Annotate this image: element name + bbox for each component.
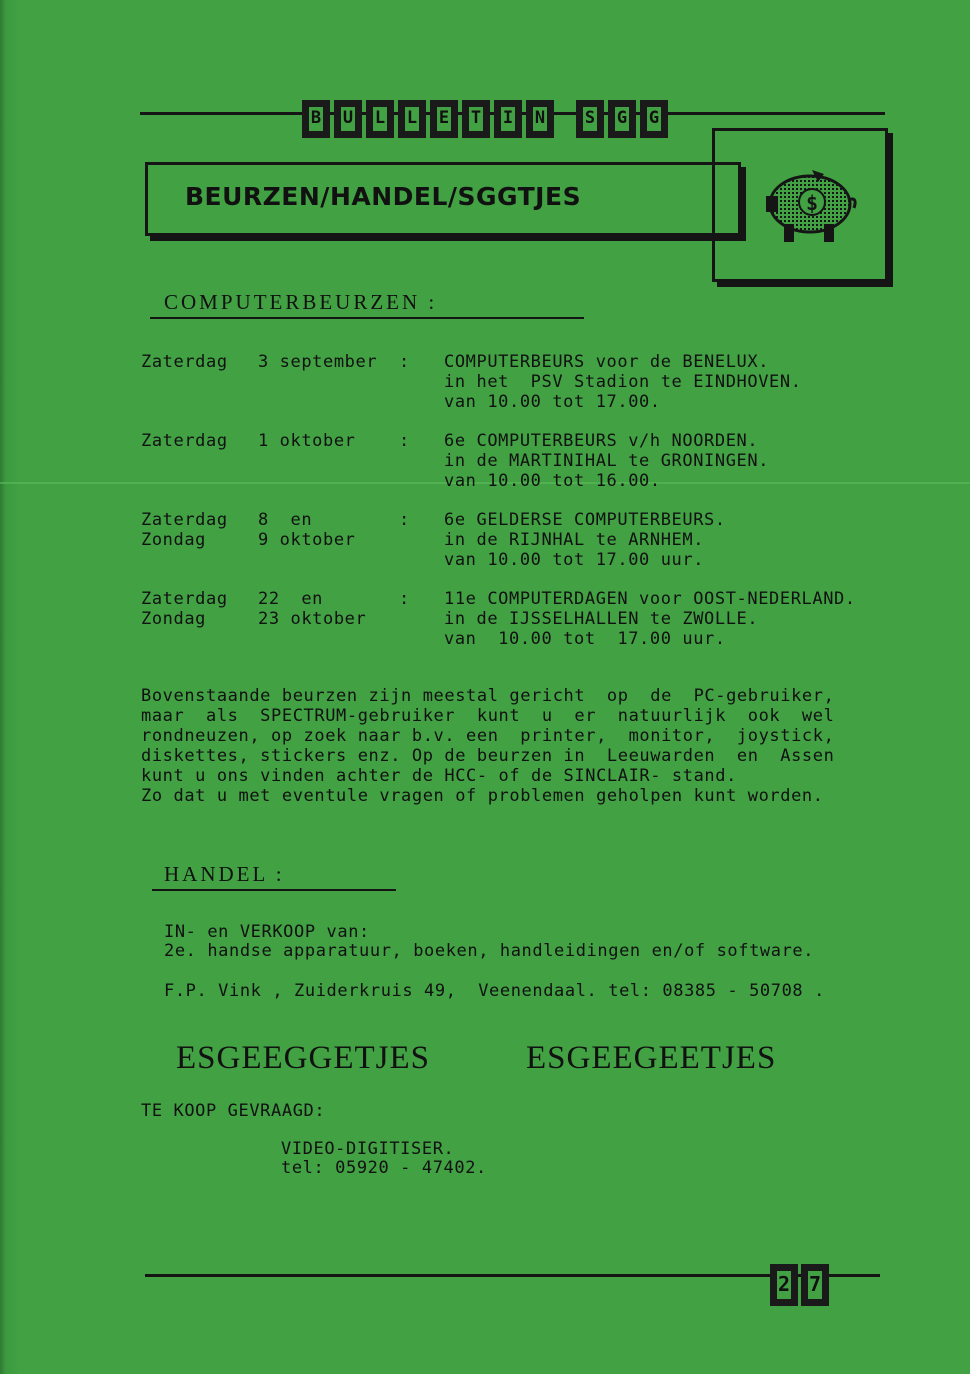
bulletin-letter-tile: N [526, 100, 554, 138]
sgg-letter-tile: G [640, 100, 668, 138]
esgee-heading-left: ESGEEGGETJES [176, 1040, 430, 1076]
event-description [444, 431, 769, 491]
page-digit-tile: 7 [801, 1264, 829, 1306]
event-days: Zaterdag Zondag [141, 510, 228, 550]
handel-heading: HANDEL : [152, 862, 396, 891]
bulletin-letter-tile: U [334, 100, 362, 138]
event-colon: : [399, 510, 410, 530]
tile-spacer [558, 100, 572, 134]
event-dates: 22 en 23 oktober [258, 589, 367, 629]
event-line: van 10.00 tot 16.00. [444, 471, 661, 491]
event-colon: : [399, 431, 410, 451]
sgg-letter-tile: G [608, 100, 636, 138]
event-days: Zaterdag [141, 431, 228, 451]
sgg-letter-tile: S [576, 100, 604, 138]
event-line: in de MARTINIHAL te GRONINGEN. [444, 451, 770, 471]
event-line: 6e GELDERSE COMPUTERBEURS. [444, 510, 726, 530]
wanted-tel: tel: 05920 - 47402. [281, 1158, 487, 1178]
event-dates: 1 oktober [258, 431, 356, 451]
event-line: van 10.00 tot 17.00 uur. [444, 629, 726, 649]
bulletin-letter-tile: L [398, 100, 426, 138]
event-dates: 3 september [258, 352, 378, 372]
binding-edge [0, 0, 20, 1374]
event-description [444, 352, 802, 412]
event-dates: 8 en 9 oktober [258, 510, 356, 550]
event-line: 11e COMPUTERDAGEN voor OOST-NEDERLAND. [444, 589, 856, 609]
handel-line-2: 2e. handse apparatuur, boeken, handleidingen en/of software. [164, 941, 815, 961]
computerbeurzen-heading: COMPUTERBEURZEN : [150, 290, 584, 319]
event-days: Zaterdag [141, 352, 228, 372]
event-line: COMPUTERBEURS voor de BENELUX. [444, 352, 770, 372]
handel-line-1: IN- en VERKOOP van: [164, 922, 370, 942]
bulletin-letter-tile: E [430, 100, 458, 138]
event-line: in het PSV Stadion te EINDHOVEN. [444, 372, 802, 392]
event-line: van 10.00 tot 17.00. [444, 392, 661, 412]
event-line: van 10.00 tot 17.00 uur. [444, 550, 705, 570]
event-days: Zaterdag Zondag [141, 589, 228, 629]
bulletin-sgg-banner [302, 100, 668, 138]
event-description [444, 510, 726, 570]
bulletin-letter-tile: B [302, 100, 330, 138]
page-digit-tile: 2 [770, 1264, 798, 1306]
piggy-bank-icon [760, 160, 860, 248]
handel-contact: F.P. Vink , Zuiderkruis 49, Veenendaal. tel: 08385 - 50708 . [164, 981, 825, 1001]
te-koop-label: TE KOOP GEVRAAGD: [141, 1101, 326, 1121]
event-colon: : [399, 589, 410, 609]
event-description [444, 589, 856, 649]
bulletin-letter-tile: T [462, 100, 490, 138]
beurzen-paragraph: Bovenstaande beurzen zijn meestal gericht op de PC-gebruiker, maar als SPECTRUM-gebruiker kunt u er natuurlijk ook wel rondneuzen, op zoek naar b.v. een printer, monitor, joystick, diskettes, stickers enz. Op de beurzen in Leeuwarden en Assen kunt u ons vinden achter de HCC- of de SINCLAIR- stand. Zo dat u met eventule vragen of problemen geholpen kunt worden. [141, 686, 835, 806]
bulletin-letter-tile: L [366, 100, 394, 138]
logo-symbol: $ [805, 191, 819, 215]
event-line: in de IJSSELHALLEN te ZWOLLE. [444, 609, 759, 629]
esgee-heading-right: ESGEEGEETJES [526, 1040, 777, 1076]
wanted-item: VIDEO-DIGITISER. [281, 1139, 455, 1159]
page-number [770, 1264, 829, 1306]
section-title: BEURZEN/HANDEL/SGGTJES [185, 182, 582, 211]
event-colon: : [399, 352, 410, 372]
event-line: 6e COMPUTERBEURS v/h NOORDEN. [444, 431, 759, 451]
event-line: in de RIJNHAL te ARNHEM. [444, 530, 705, 550]
bulletin-letter-tile: I [494, 100, 522, 138]
